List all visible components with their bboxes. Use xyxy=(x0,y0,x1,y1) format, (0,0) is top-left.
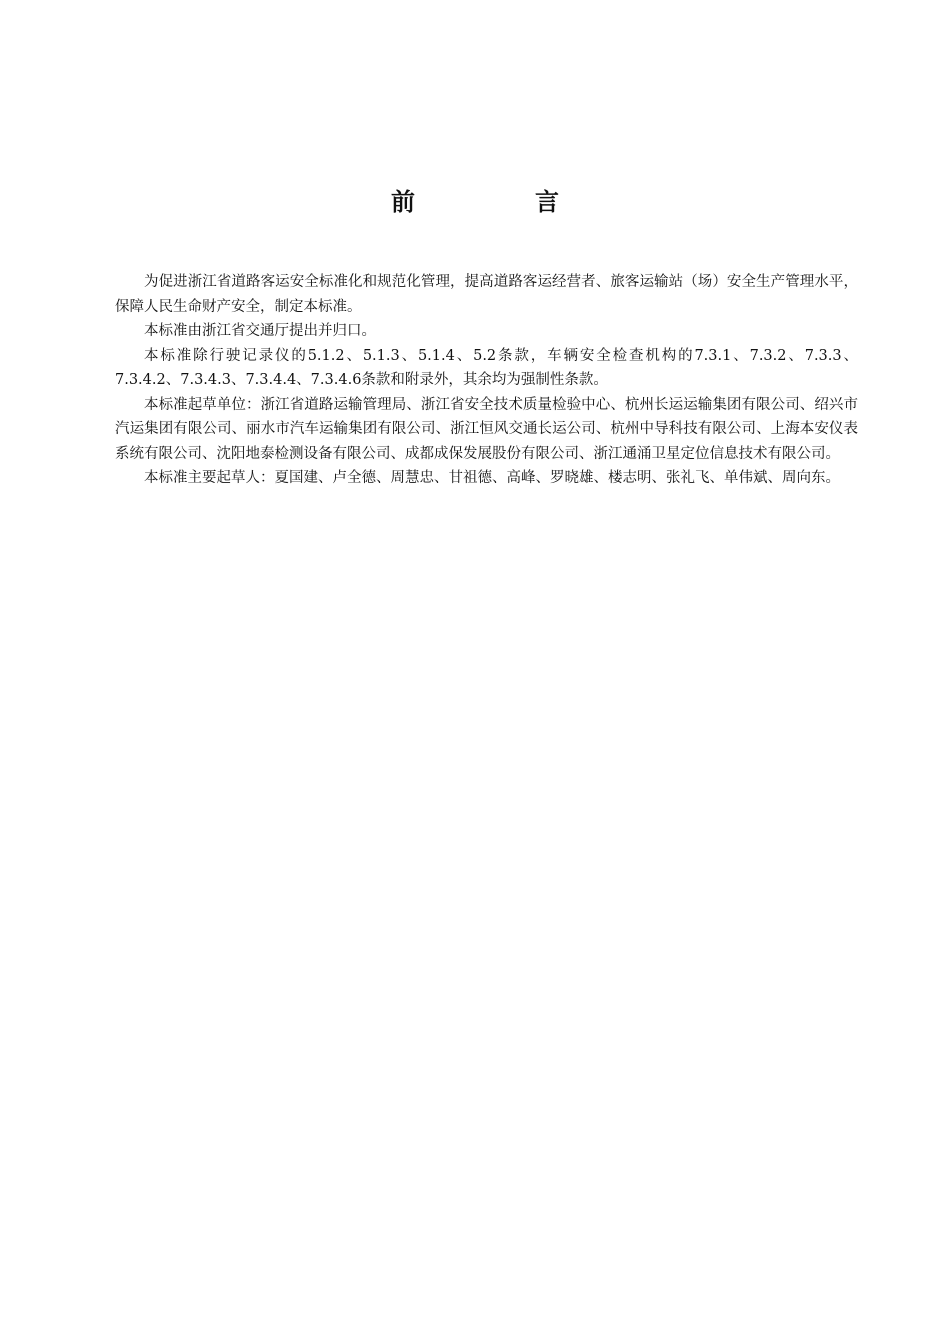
paragraph-drafting-units: 本标准起草单位：浙江省道路运输管理局、浙江省安全技术质量检验中心、杭州长运运输集团有限公司、绍兴市汽运集团有限公司、丽水市汽车运输集团有限公司、浙江恒风交通长运公司、杭州中导科技有限公司、上海本安仪表系统有限公司、沈阳地泰检测设备有限公司、成都成保发展股份有限公司、浙江通涌卫星定位信息技术有限公司。 xyxy=(115,396,858,462)
foreword-body xyxy=(115,270,858,491)
paragraph-purpose: 为促进浙江省道路客运安全标准化和规范化管理，提高道路客运经营者、旅客运输站（场）安全生产管理水平，保障人民生命财产安全，制定本标准。 xyxy=(115,274,858,315)
paragraph-drafters: 本标准主要起草人：夏国建、卢全德、周慧忠、甘祖德、高峰、罗晓雄、楼志明、张礼飞、单伟斌、周向东。 xyxy=(144,470,840,486)
paragraph-proposer: 本标准由浙江省交通厅提出并归口。 xyxy=(144,323,376,339)
page-title: 前 言 xyxy=(391,188,607,216)
paragraph-mandatory-clauses: 本标准除行驶记录仪的5.1.2、5.1.3、5.1.4、5.2条款，车辆安全检查机构的7.3.1、7.3.2、7.3.3、7.3.4.2、7.3.4.3、7.3.4.4、7.3.4.6条款和附录外，其余均为强制性条款。 xyxy=(115,347,858,388)
